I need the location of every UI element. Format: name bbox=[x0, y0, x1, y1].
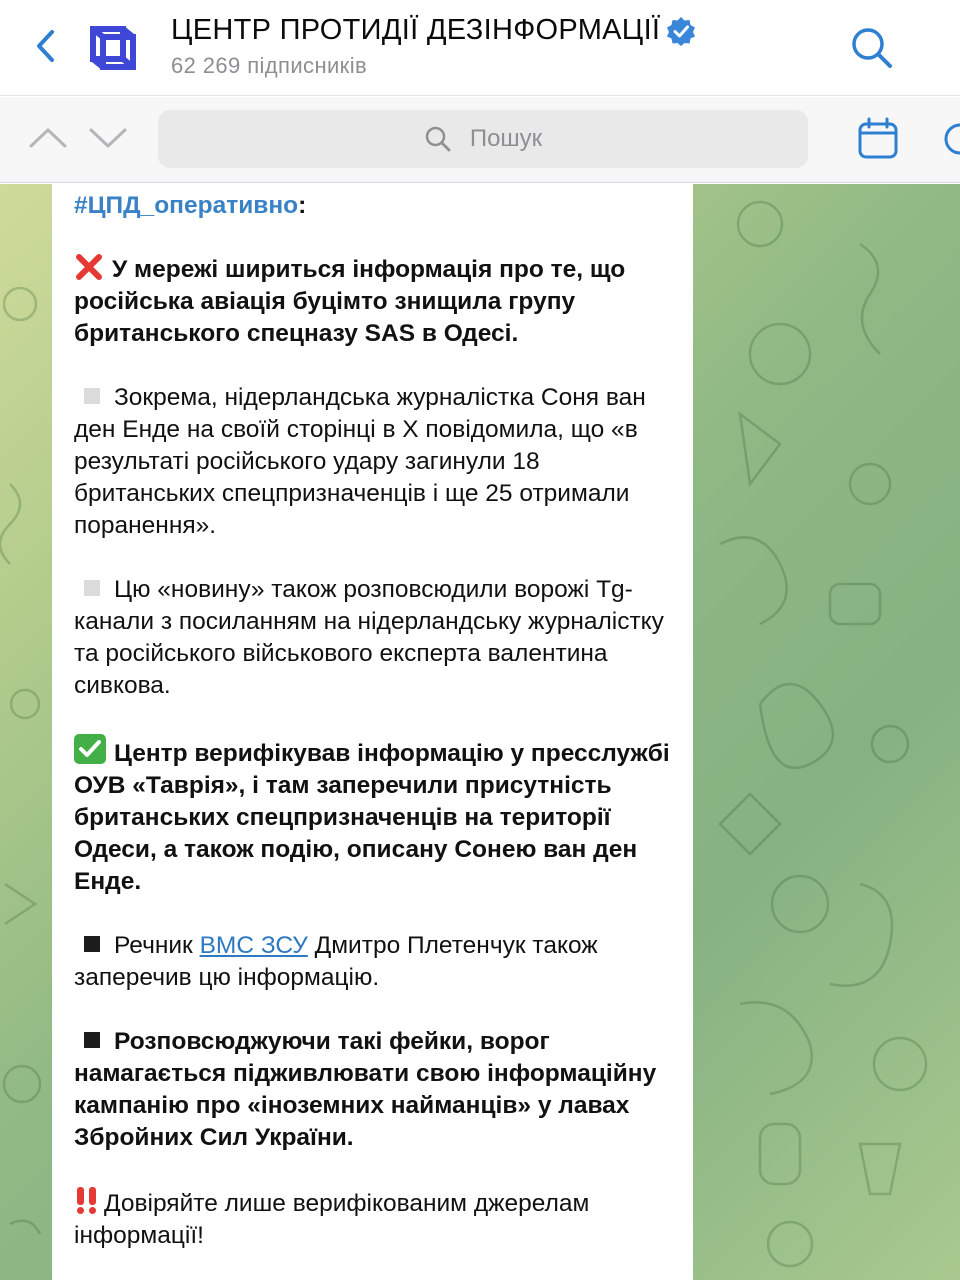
claim-text: У мережі шириться інформація про те, що російська авіація буцімто знищила групу британського спецназу SAS в Одесі. bbox=[74, 256, 626, 347]
search-bar-row bbox=[0, 97, 960, 183]
calendar-icon bbox=[856, 117, 900, 161]
calendar-button[interactable] bbox=[856, 117, 900, 161]
black-square-icon bbox=[84, 1032, 100, 1048]
chevron-left-icon bbox=[34, 28, 58, 64]
detail-1-text: Зокрема, нідерландська журналістка Соня ван ден Енде на своїй сторінці в Х повідомила, що «в результаті російського удару загинули 18 британських спецпризначенців і ще 25 отримали поранення». bbox=[74, 384, 646, 539]
white-square-icon bbox=[84, 580, 100, 596]
more-options-button[interactable] bbox=[942, 117, 960, 161]
paragraph-trust bbox=[74, 1186, 671, 1252]
paragraph-verification bbox=[74, 734, 671, 898]
chat-area bbox=[0, 184, 960, 1280]
channel-title-row[interactable] bbox=[171, 14, 696, 47]
channel-title: ЦЕНТР ПРОТИДІЇ ДЕЗІНФОРМАЦІЇ bbox=[171, 14, 661, 46]
search-icon bbox=[424, 125, 452, 153]
hashtag-link[interactable]: #ЦПД_оперативно bbox=[74, 192, 299, 219]
header-search-button[interactable] bbox=[848, 24, 896, 72]
previous-result-button[interactable] bbox=[28, 123, 68, 153]
double-exclamation-icon bbox=[74, 1186, 100, 1214]
partial-icon bbox=[942, 117, 960, 161]
cross-mark-icon bbox=[74, 254, 104, 280]
paragraph-navy bbox=[74, 930, 671, 994]
next-result-button[interactable] bbox=[88, 123, 128, 153]
hashtag-suffix: : bbox=[298, 192, 307, 219]
message-hashtag-line bbox=[74, 190, 671, 222]
paragraph-detail-2 bbox=[74, 574, 671, 702]
detail-2-text: Цю «новину» також розповсюдили ворожі Tg-канали з посиланням на нідерландську журналістку та російського військового експерта валентина сивкова. bbox=[74, 576, 664, 699]
back-button[interactable] bbox=[26, 26, 66, 66]
paragraph-detail-1 bbox=[74, 382, 671, 542]
trust-text: Довіряйте лише верифікованим джерелам інформації! bbox=[74, 1190, 590, 1249]
chat-header bbox=[0, 0, 960, 96]
campaign-text: Розповсюджуючи такі фейки, ворог намагається підживлювати свою інформаційну кампанію про «іноземних найманців» у лавах Збройних Сил України. bbox=[74, 1028, 657, 1151]
search-icon bbox=[848, 24, 896, 72]
navy-link[interactable]: ВМС ЗСУ bbox=[199, 932, 308, 959]
verified-badge-icon bbox=[666, 16, 696, 46]
verification-text: Центр верифікував інформацію у пресслужбі ОУВ «Таврія», і там заперечили присутність британських спецпризначенців на території Одеси, а також подію, описану Сонею ван ден Енде. bbox=[74, 740, 670, 895]
chevron-down-icon bbox=[88, 123, 128, 153]
search-input[interactable] bbox=[158, 110, 808, 168]
black-square-icon bbox=[84, 936, 100, 952]
chevron-up-icon bbox=[28, 123, 68, 153]
cube-logo-icon bbox=[83, 17, 143, 77]
paragraph-claim bbox=[74, 254, 671, 350]
paragraph-campaign bbox=[74, 1026, 671, 1154]
navy-text-pre: Речник bbox=[114, 932, 200, 959]
white-square-icon bbox=[84, 388, 100, 404]
navy-text-post: Дмитро Плетенчук також заперечив цю інформацію. bbox=[74, 932, 598, 991]
channel-avatar[interactable] bbox=[80, 14, 146, 80]
search-placeholder: Пошук bbox=[469, 125, 543, 152]
subscriber-count: 62 269 підписників bbox=[171, 53, 368, 78]
message-bubble[interactable] bbox=[52, 184, 693, 1280]
check-mark-icon bbox=[74, 734, 106, 764]
